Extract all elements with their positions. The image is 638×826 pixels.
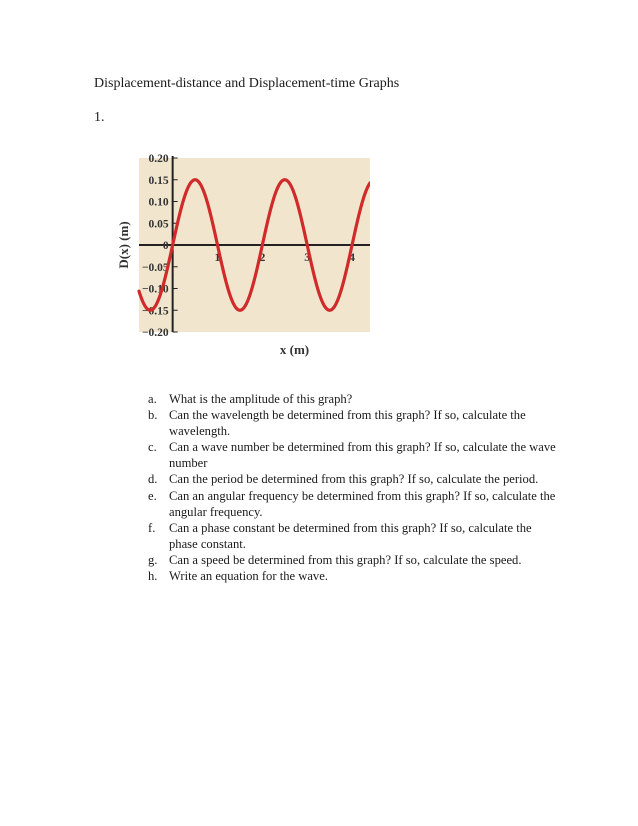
item-letter: e. <box>148 488 157 503</box>
list-item <box>148 391 558 407</box>
y-tick-label: 0.20 <box>148 153 169 165</box>
item-letter: c. <box>148 440 157 455</box>
question-number: 1. <box>94 110 105 125</box>
y-axis-label: D(x) (m) <box>116 221 131 269</box>
page-heading: Displacement-distance and Displacement-time Graphs <box>94 76 400 91</box>
list-item <box>148 568 558 584</box>
item-letter: h. <box>148 569 158 584</box>
item-letter: a. <box>148 392 157 406</box>
question-list <box>148 391 558 584</box>
item-text: Can a wave number be determined from this graph? If so, calculate the wave number <box>169 440 556 471</box>
list-item <box>148 520 558 552</box>
item-text: What is the amplitude of this graph? <box>169 392 353 406</box>
y-tick-label: −0.15 <box>141 305 169 318</box>
item-text: Can an angular frequency be determined from this graph? If so, calculate the angular frequency. <box>169 488 556 519</box>
wave-chart <box>110 150 370 362</box>
y-tick-label: −0.10 <box>141 283 169 296</box>
list-item <box>148 471 558 487</box>
item-letter: g. <box>148 552 158 567</box>
list-item <box>148 439 558 471</box>
item-letter: d. <box>148 472 158 487</box>
y-tick-label: 0.10 <box>148 196 169 209</box>
item-letter: b. <box>148 408 158 423</box>
item-text: Write an equation for the wave. <box>169 569 328 584</box>
y-tick-label: 0 <box>162 240 169 252</box>
y-tick-label: 0.05 <box>148 218 169 231</box>
wave-graph-figure <box>110 150 370 362</box>
list-item <box>148 407 558 439</box>
y-tick-label: −0.05 <box>141 261 169 274</box>
item-text: Can a phase constant be determined from this graph? If so, calculate the phase constant. <box>169 520 532 551</box>
y-tick-label: 0.15 <box>148 174 169 187</box>
item-text: Can the wavelength be determined from this graph? If so, calculate the wavelength. <box>169 408 526 439</box>
x-tick-label: 2 <box>259 250 266 264</box>
x-tick-label: 1 <box>214 250 221 264</box>
x-tick-label: 3 <box>304 250 311 264</box>
item-text: Can the period be determined from this graph? If so, calculate the period. <box>169 472 539 487</box>
item-letter: f. <box>148 520 156 535</box>
x-axis-label: x (m) <box>279 342 310 357</box>
list-item <box>148 552 558 568</box>
item-text: Can a speed be determined from this graph? If so, calculate the speed. <box>169 552 522 567</box>
x-tick-label: 4 <box>349 250 356 264</box>
y-tick-label: −0.20 <box>141 327 169 339</box>
list-item <box>148 488 558 520</box>
